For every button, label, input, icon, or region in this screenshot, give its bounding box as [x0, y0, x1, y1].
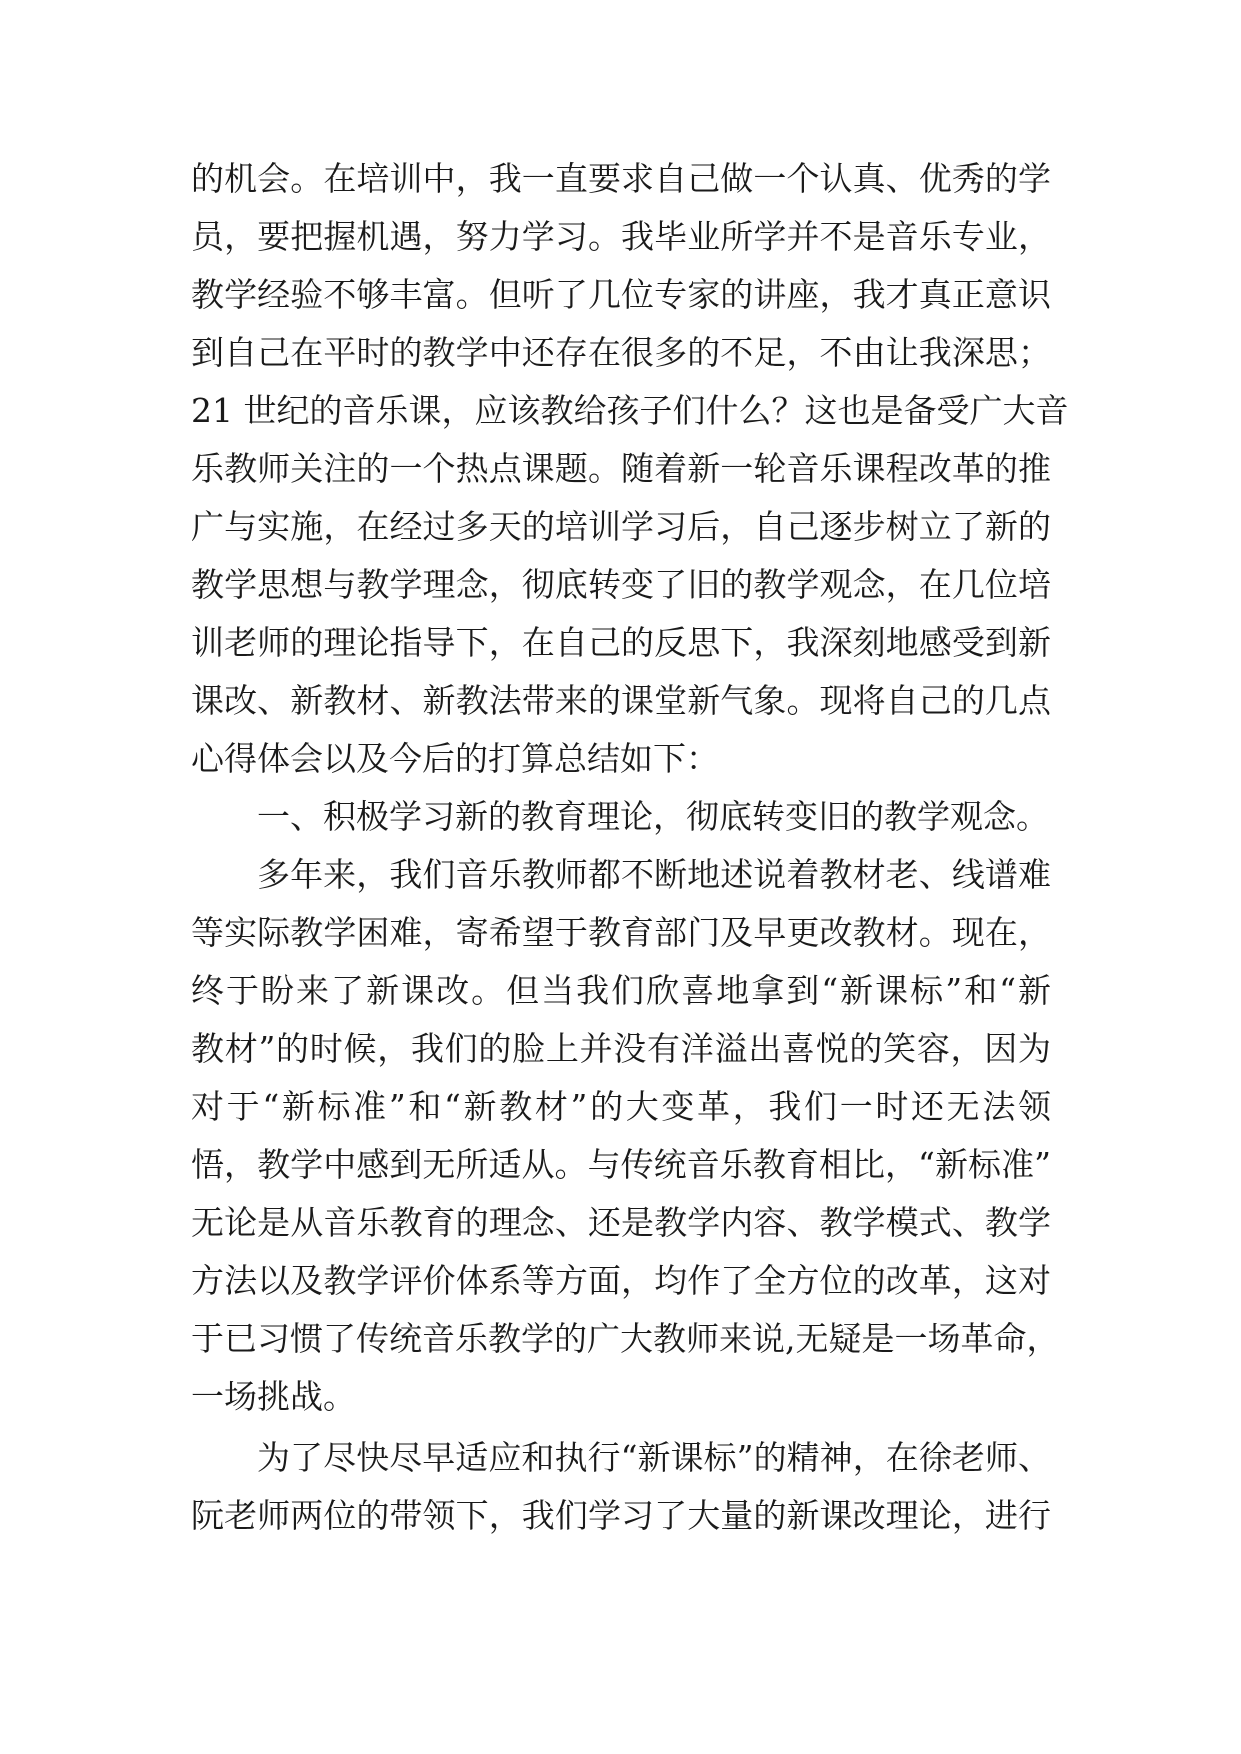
- text-line: 心得体会以及今后的打算总结如下：: [191, 739, 719, 778]
- text-line: 的机会。在培训中，我一直要求自己做一个认真、优秀的学: [191, 159, 1051, 198]
- text-line: 教学思想与教学理念，彻底转变了旧的教学观念，在几位培: [191, 565, 1051, 604]
- text-line: 到自己在平时的教学中还存在很多的不足，不由让我深思；: [191, 333, 1051, 372]
- section-heading: 一、积极学习新的教育理论，彻底转变旧的教学观念。: [257, 797, 1049, 836]
- text-line: 多年来，我们音乐教师都不断地述说着教材老、线谱难: [257, 855, 1051, 894]
- text-line: 广与实施，在经过多天的培训学习后，自己逐步树立了新的: [191, 507, 1051, 546]
- text-line: 一场挑战。: [191, 1377, 356, 1416]
- text-line: 等实际教学困难，寄希望于教育部门及早更改教材。现在，: [191, 913, 1051, 952]
- text-line: 训老师的理论指导下，在自己的反思下，我深刻地感受到新: [191, 623, 1051, 662]
- text-line: 员，要把握机遇，努力学习。我毕业所学并不是音乐专业，: [191, 217, 1051, 256]
- text-line: 悟，教学中感到无所适从。与传统音乐教育相比，“新标准”: [191, 1145, 1051, 1184]
- text-line: 终于盼来了新课改。但当我们欣喜地拿到“新课标”和“新: [191, 971, 1051, 1010]
- text-line: 21 世纪的音乐课，应该教给孩子们什么？这也是备受广大音: [191, 391, 1069, 430]
- text-line: 乐教师关注的一个热点课题。随着新一轮音乐课程改革的推: [191, 449, 1051, 488]
- text-line: 对于“新标准”和“新教材”的大变革，我们一时还无法领: [191, 1087, 1051, 1126]
- text-line: 无论是从音乐教育的理念、还是教学内容、教学模式、教学: [191, 1203, 1051, 1242]
- text-line: 于已习惯了传统音乐教学的广大教师来说,无疑是一场革命，: [191, 1319, 1060, 1358]
- text-line: 阮老师两位的带领下，我们学习了大量的新课改理论，进行: [191, 1496, 1051, 1535]
- text-line: 课改、新教材、新教法带来的课堂新气象。现将自己的几点: [191, 681, 1051, 720]
- text-line: 为了尽快尽早适应和执行“新课标”的精神，在徐老师、: [257, 1438, 1051, 1477]
- text-line: 方法以及教学评价体系等方面，均作了全方位的改革，这对: [191, 1261, 1051, 1300]
- text-line: 教材”的时候，我们的脸上并没有洋溢出喜悦的笑容，因为: [191, 1029, 1051, 1068]
- text-line: 教学经验不够丰富。但听了几位专家的讲座，我才真正意识: [191, 275, 1051, 314]
